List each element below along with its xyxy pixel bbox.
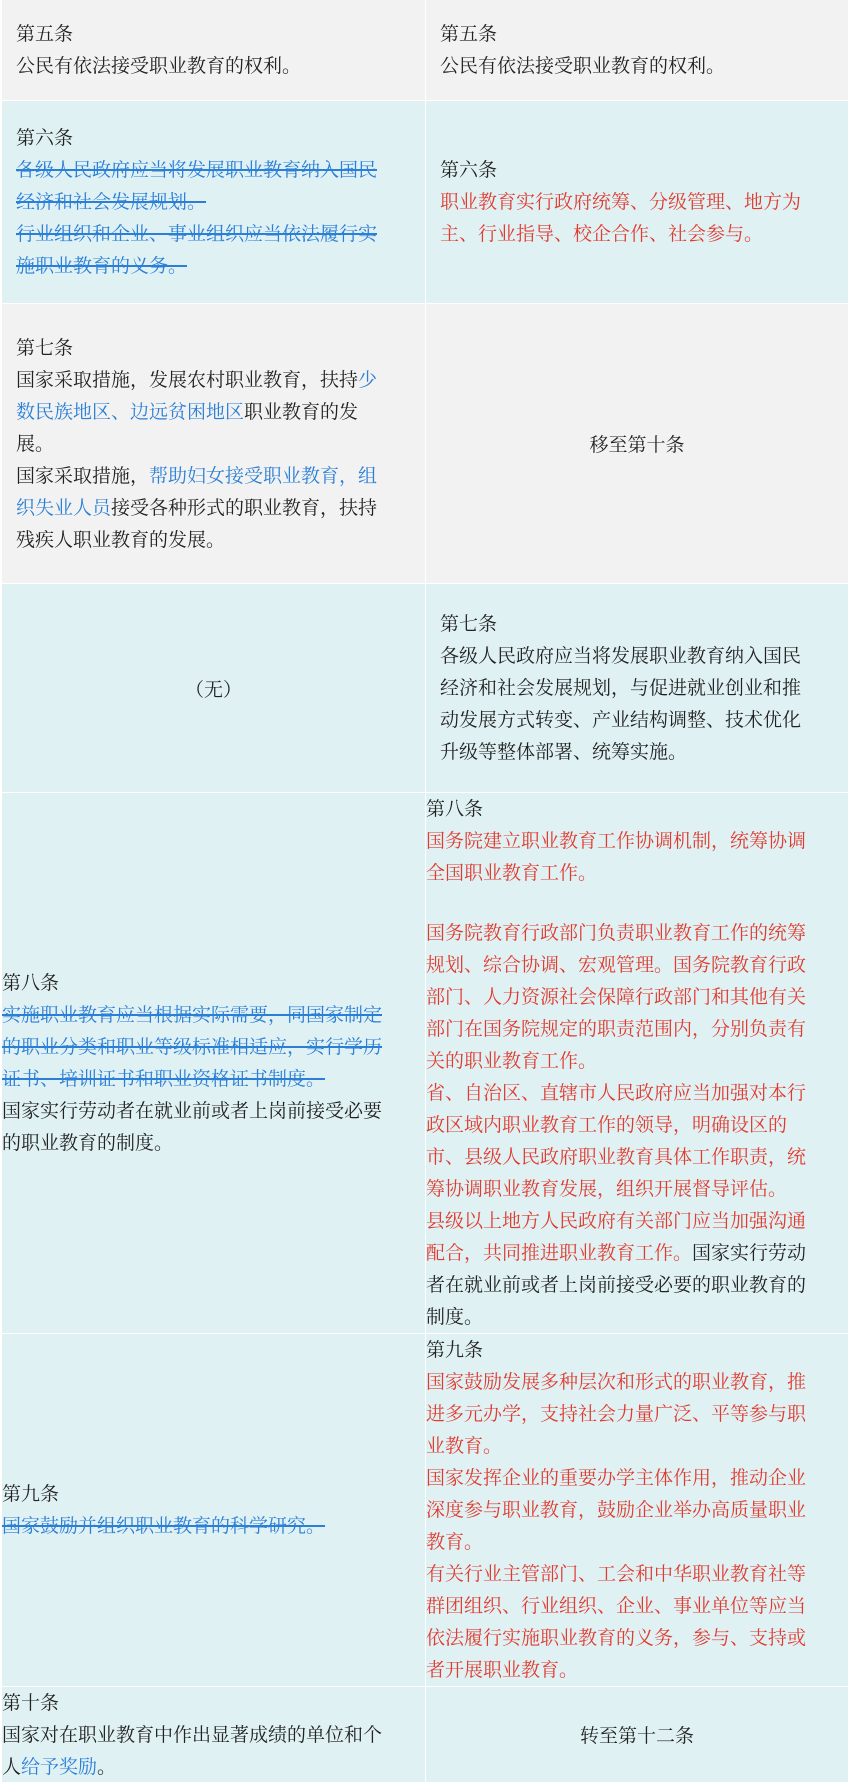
added-text: 依法履行实施职业教育的义务，参与、支持或 (426, 1627, 807, 1649)
article-title: 第八条 (426, 798, 484, 820)
new-article-cell (426, 304, 848, 584)
article-line: 展。 (16, 432, 55, 455)
article-line (2, 1751, 425, 1783)
added-text: 国务院教育行政部门负责职业教育工作的统筹 (426, 922, 807, 944)
comparison-table (2, 0, 848, 1783)
added-text: 全国职业教育工作。 (426, 862, 598, 884)
article-title: 第九条 (2, 1483, 60, 1505)
table-row (2, 0, 848, 101)
added-text: 市、县级人民政府职业教育具体工作职责，统 (426, 1146, 807, 1168)
added-text: 省、自治区、直辖市人民政府应当加强对本行 (426, 1082, 807, 1104)
added-text: 有关行业主管部门、工会和中华职业教育社等 (426, 1563, 807, 1585)
article-title: 第五条 (16, 23, 74, 45)
article-line: 残疾人职业教育的发展。 (16, 528, 226, 551)
article-title: 第九条 (426, 1339, 484, 1361)
deleted-text: 施职业教育的义务。 (16, 255, 188, 277)
old-article-cell (2, 304, 426, 584)
deleted-text: 行业组织和企业、事业组织应当依法履行实 (16, 223, 378, 245)
old-article-cell (2, 1687, 426, 1783)
article-line (426, 1237, 848, 1269)
added-text: 者开展职业教育。 (426, 1659, 579, 1681)
article-line: 国家实行劳动者在就业前或者上岗前接受必要 (2, 1100, 383, 1122)
added-text: 主、行业指导、校企合作、社会参与。 (440, 223, 764, 245)
article-title: 第八条 (2, 972, 60, 994)
added-text: 县级以上地方人民政府有关部门应当加强沟通 (426, 1210, 807, 1232)
article-line: 经济和社会发展规划，与促进就业创业和推 (440, 677, 802, 699)
added-text: 筹协调职业教育发展，组织开展督导评估。 (426, 1178, 788, 1200)
changed-text: 织失业人员 (16, 496, 112, 519)
article-text: 公民有依法接受职业教育的权利。 (440, 55, 726, 77)
changed-text: 数民族地区、边远贫困地区 (16, 400, 245, 423)
move-note: 转至第十二条 (579, 1725, 694, 1747)
article-line: 升级等整体部署、统筹实施。 (440, 741, 688, 763)
article-line: 者在就业前或者上岗前接受必要的职业教育的 (426, 1274, 807, 1296)
new-article-cell (426, 101, 848, 304)
deleted-text: 证书、培训证书和职业资格证书制度。 (2, 1068, 326, 1090)
new-article-cell (426, 1687, 848, 1783)
new-article-cell (426, 1334, 848, 1687)
deleted-text: 国家鼓励并组织职业教育的科学研究。 (2, 1515, 326, 1537)
article-title: 第六条 (16, 127, 74, 149)
move-note: 移至第十条 (589, 434, 685, 456)
deleted-text: 的职业分类和职业等级标准相适应，实行学历 (2, 1036, 383, 1058)
added-text: 关的职业教育工作。 (426, 1050, 598, 1072)
added-text: 国务院建立职业教育工作协调机制，统筹协调 (426, 830, 807, 852)
table-row (2, 1334, 848, 1687)
changed-text: 帮助妇女接受职业教育，组 (149, 464, 378, 487)
added-text: 深度参与职业教育，鼓励企业举办高质量职业 (426, 1499, 807, 1521)
added-text: 进多元办学，支持社会力量广泛、平等参与职 (426, 1403, 807, 1425)
text-span: 。 (97, 1755, 117, 1778)
old-article-cell (2, 0, 426, 101)
deleted-text: 各级人民政府应当将发展职业教育纳入国民 (16, 159, 378, 181)
old-article-cell (2, 101, 426, 304)
changed-text: 给予奖励 (21, 1755, 98, 1778)
added-text: 业教育。 (426, 1435, 503, 1457)
article-line: 动发展方式转变、产业结构调整、技术优化 (440, 709, 802, 731)
added-text: 群团组织、行业组织、企业、事业单位等应当 (426, 1595, 807, 1617)
article-line: 国家对在职业教育中作出显著成绩的单位和个 (2, 1723, 383, 1746)
article-line (16, 492, 417, 524)
article-title: 第七条 (440, 613, 498, 635)
added-text: 配合，共同推进职业教育工作。 (426, 1242, 693, 1264)
text-span: 国家采取措施，发展农村职业教育，扶持 (16, 368, 359, 391)
old-article-cell (2, 793, 426, 1334)
added-text: 部门、人力资源社会保障行政部门和其他有关 (426, 986, 807, 1008)
article-title: 第七条 (16, 336, 74, 359)
table-row (2, 304, 848, 584)
table-row (2, 101, 848, 304)
table-row (2, 584, 848, 793)
none-note: （无） (184, 678, 242, 701)
table-row (2, 1687, 848, 1783)
article-title: 第六条 (440, 159, 498, 181)
text-span: 职业教育的发 (244, 400, 359, 423)
deleted-text: 经济和社会发展规划。 (16, 191, 207, 213)
old-article-cell (2, 584, 426, 793)
added-text: 国家鼓励发展多种层次和形式的职业教育，推 (426, 1371, 807, 1393)
new-article-cell (426, 584, 848, 793)
added-text: 规划、综合协调、宏观管理。国务院教育行政 (426, 954, 807, 976)
text-span: 国家实行劳动 (692, 1242, 807, 1264)
deleted-text: 实施职业教育应当根据实际需要，同国家制定 (2, 1004, 383, 1026)
article-line (16, 364, 417, 396)
table-row (2, 793, 848, 1334)
added-text: 部门在国务院规定的职责范围内，分别负责有 (426, 1018, 807, 1040)
old-article-cell (2, 1334, 426, 1687)
paragraph-gap (426, 889, 848, 917)
added-text: 政区域内职业教育工作的领导，明确设区的 (426, 1114, 788, 1136)
added-text: 国家发挥企业的重要办学主体作用，推动企业 (426, 1467, 807, 1489)
article-line (16, 460, 417, 492)
article-line: 制度。 (426, 1306, 484, 1328)
text-span: 国家采取措施， (16, 464, 150, 487)
article-title: 第五条 (440, 23, 498, 45)
added-text: 职业教育实行政府统筹、分级管理、地方为 (440, 191, 802, 213)
added-text: 教育。 (426, 1531, 484, 1553)
article-title: 第十条 (2, 1691, 60, 1714)
text-span: 人 (2, 1755, 22, 1778)
article-line: 各级人民政府应当将发展职业教育纳入国民 (440, 645, 802, 667)
new-article-cell (426, 0, 848, 101)
article-text: 公民有依法接受职业教育的权利。 (16, 55, 302, 77)
article-line: 的职业教育的制度。 (2, 1132, 174, 1154)
article-line (16, 396, 417, 428)
changed-text: 少 (358, 368, 378, 391)
text-span: 接受各种形式的职业教育，扶持 (111, 496, 378, 519)
new-article-cell (426, 793, 848, 1334)
